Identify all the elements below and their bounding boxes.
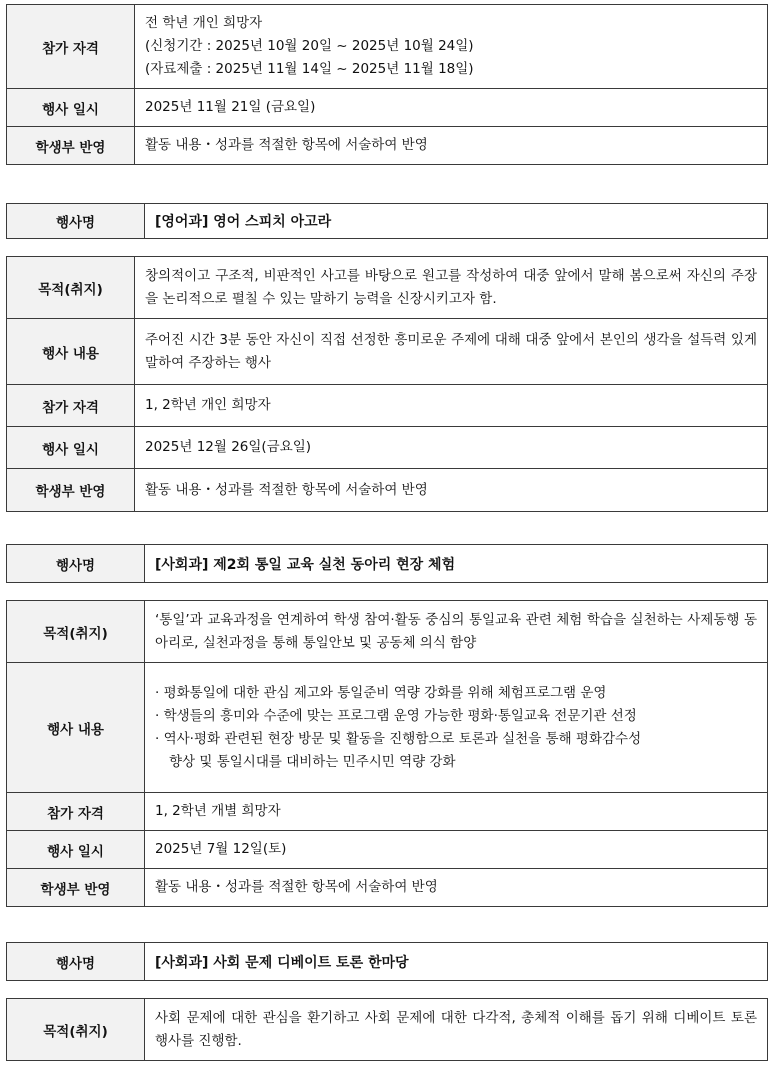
list-item: · 평화통일에 대한 관심 제고와 통일준비 역량 강화를 위해 체험프로그램 운영 (155, 684, 607, 701)
record-label: 학생부 반영 (7, 127, 135, 165)
date-label: 행사 일시 (7, 427, 135, 469)
event3-name-table (6, 544, 768, 583)
event2-name-table (6, 203, 768, 239)
event3-details-table (6, 600, 768, 907)
purpose-value: 창의적이고 구조적, 비판적인 사고를 바탕으로 원고를 작성하여 대중 앞에서 말해 봄으로써 자신의 주장을 논리적으로 펼칠 수 있는 말하기 능력을 신장시키고자 함. (135, 257, 768, 319)
record-label: 학생부 반영 (7, 469, 135, 512)
eligibility-label: 참가 자격 (7, 385, 135, 427)
event-name-label: 행사명 (7, 204, 145, 239)
event-name-label: 행사명 (7, 545, 145, 583)
date-value: 2025년 12월 26일(금요일) (135, 427, 768, 469)
date-value: 2025년 11월 21일 (금요일) (135, 89, 768, 127)
eligibility-value (135, 5, 768, 89)
list-item: · 학생들의 흥미와 수준에 맞는 프로그램 운영 가능한 평화·통일교육 전문기관 선정 (155, 707, 637, 724)
date-value: 2025년 7월 12일(토) (145, 831, 768, 869)
purpose-value: ‘통일’과 교육과정을 연계하여 학생 참여·활동 중심의 통일교육 관련 체험 학습을 실천하는 사제동행 동아리로, 실천과정을 통해 통일안보 및 공동체 의식 함양 (145, 601, 768, 663)
list-item: · 역사·평화 관련된 현장 방문 및 활동을 진행함으로 토론과 실천을 통해 평화감수성 (155, 730, 642, 747)
list-item-continuation: 향상 및 통일시대를 대비하는 민주시민 역량 강화 (169, 753, 456, 770)
content-value: 주어진 시간 3분 동안 자신이 직접 선정한 흥미로운 주제에 대해 대중 앞에서 본인의 생각을 설득력 있게 말하여 주장하는 행사 (135, 319, 768, 385)
event4-details-table (6, 998, 768, 1061)
eligibility-value: 1, 2학년 개인 희망자 (135, 385, 768, 427)
eligibility-value: 1, 2학년 개별 희망자 (145, 793, 768, 831)
eligibility-label: 참가 자격 (7, 5, 135, 89)
event4-name-table (6, 942, 768, 981)
top-event-table (6, 4, 768, 165)
eligibility-label: 참가 자격 (7, 793, 145, 831)
event-name: [사회과] 제2회 통일 교육 실천 동아리 현장 체험 (145, 545, 768, 583)
eligibility-line: 전 학년 개인 희망자 (145, 15, 263, 31)
record-value: 활동 내용・성과를 적절한 항목에 서술하여 반영 (145, 869, 768, 907)
submission-period: (자료제출 : 2025년 11월 14일 ~ 2025년 11월 18일) (145, 61, 474, 77)
record-value: 활동 내용・성과를 적절한 항목에 서술하여 반영 (135, 127, 768, 165)
event-name-label: 행사명 (7, 943, 145, 981)
purpose-label: 목적(취지) (7, 257, 135, 319)
event2-details-table (6, 256, 768, 512)
purpose-label: 목적(취지) (7, 999, 145, 1061)
content-label: 행사 내용 (7, 663, 145, 793)
content-value (145, 663, 768, 793)
date-label: 행사 일시 (7, 831, 145, 869)
content-label: 행사 내용 (7, 319, 135, 385)
purpose-label: 목적(취지) (7, 601, 145, 663)
date-label: 행사 일시 (7, 89, 135, 127)
record-value: 활동 내용・성과를 적절한 항목에 서술하여 반영 (135, 469, 768, 512)
record-label: 학생부 반영 (7, 869, 145, 907)
event-name: [사회과] 사회 문제 디베이트 토론 한마당 (145, 943, 768, 981)
application-period: (신청기간 : 2025년 10월 20일 ~ 2025년 10월 24일) (145, 38, 474, 54)
event-name: [영어과] 영어 스피치 아고라 (145, 204, 768, 239)
purpose-value: 사회 문제에 대한 관심을 환기하고 사회 문제에 대한 다각적, 총체적 이해를 돕기 위해 디베이트 토론 행사를 진행함. (145, 999, 768, 1061)
